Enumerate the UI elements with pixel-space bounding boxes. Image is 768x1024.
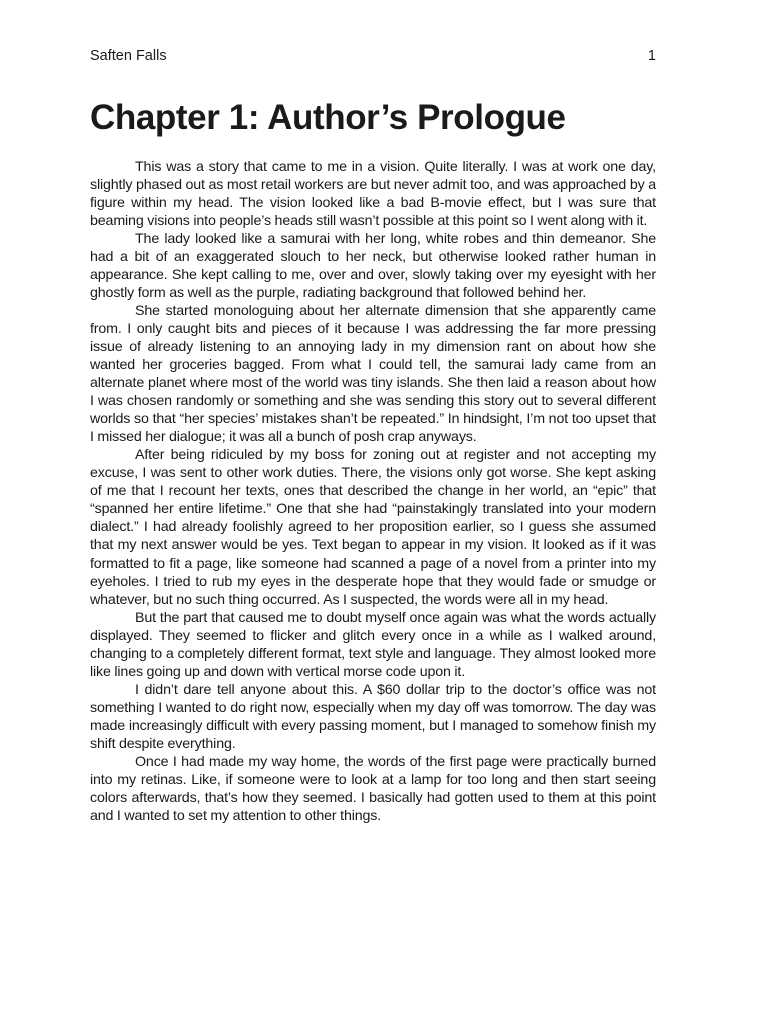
paragraph: Once I had made my way home, the words of the first page were practically burned into my retinas. Like, if someone were to look at a lamp for too long and then start seeing colors afterwards, that’s how they seemed. I basically had gotten used to them at this point and I wanted to set my attention to other things.: [90, 754, 656, 825]
paragraph: The lady looked like a samurai with her long, white robes and thin demeanor. She had a bit of an exaggerated slouch to her neck, but otherwise looked rather human in appearance. She kept calling to me, over and over, slowly taking over my eyesight with her ghostly form as well as the purple, radiating background that followed behind her.: [90, 230, 656, 301]
book-title: Saften Falls: [90, 48, 167, 64]
chapter-body: [90, 158, 656, 826]
page-number: 1: [647, 48, 656, 64]
paragraph: I didn’t dare tell anyone about this. A $60 dollar trip to the doctor’s office was not something I wanted to do right now, especially when my day off was tomorrow. The day was made increasingly difficult with every passing moment, but I managed to somehow finish my shift despite everything.: [90, 681, 656, 752]
paragraph: But the part that caused me to doubt myself once again was what the words actually displayed. They seemed to flicker and glitch every once in a while as I walked around, changing to a completely different format, text style and language. They almost looked more like lines going up and down with vertical morse code upon it.: [90, 609, 656, 680]
running-header: [90, 46, 656, 66]
chapter-title: Chapter 1: Author’s Prologue: [90, 98, 566, 137]
paragraph: After being ridiculed by my boss for zoning out at register and not accepting my excuse, I was sent to other work duties. There, the visions only got worse. She kept asking of me that I recount her texts, ones that described the change in her world, an “epic” that “spanned her entire lifetime.” One that she had “painstakingly translated into your modern dialect.” I had already foolishly agreed to her proposition earlier, so I guess she assumed that my next answer would be yes. Text began to appear in my vision. It looked as if it was formatted to fit a page, like someone had scanned a page of a novel from a printer into my eyeholes. I tried to rub my eyes in the desperate hope that they would fade or smudge or whatever, but no such thing occurred. As I suspected, the words were all in my head.: [90, 447, 656, 608]
paragraph: This was a story that came to me in a vision. Quite literally. I was at work one day, slightly phased out as most retail workers are but never admit too, and was approached by a figure within my head. The vision looked like a bad B-movie effect, but I was sure that beaming visions into people’s heads still wasn’t possible at this point so I went along with it.: [90, 158, 656, 229]
paragraph: She started monologuing about her alternate dimension that she apparently came from. I only caught bits and pieces of it because I was addressing the far more pressing issue of already listening to an annoying lady in my dimension rant on about how she wanted her groceries bagged. From what I could tell, the samurai lady came from an alternate planet where most of the world was tiny islands. She then laid a reason about how I was chosen randomly or something and she was sending this story out to several different worlds so that “her species’ mistakes shan’t be repeated.” In hindsight, I’m not too upset that I missed her dialogue; it was all a bunch of posh crap anyways.: [90, 302, 656, 446]
